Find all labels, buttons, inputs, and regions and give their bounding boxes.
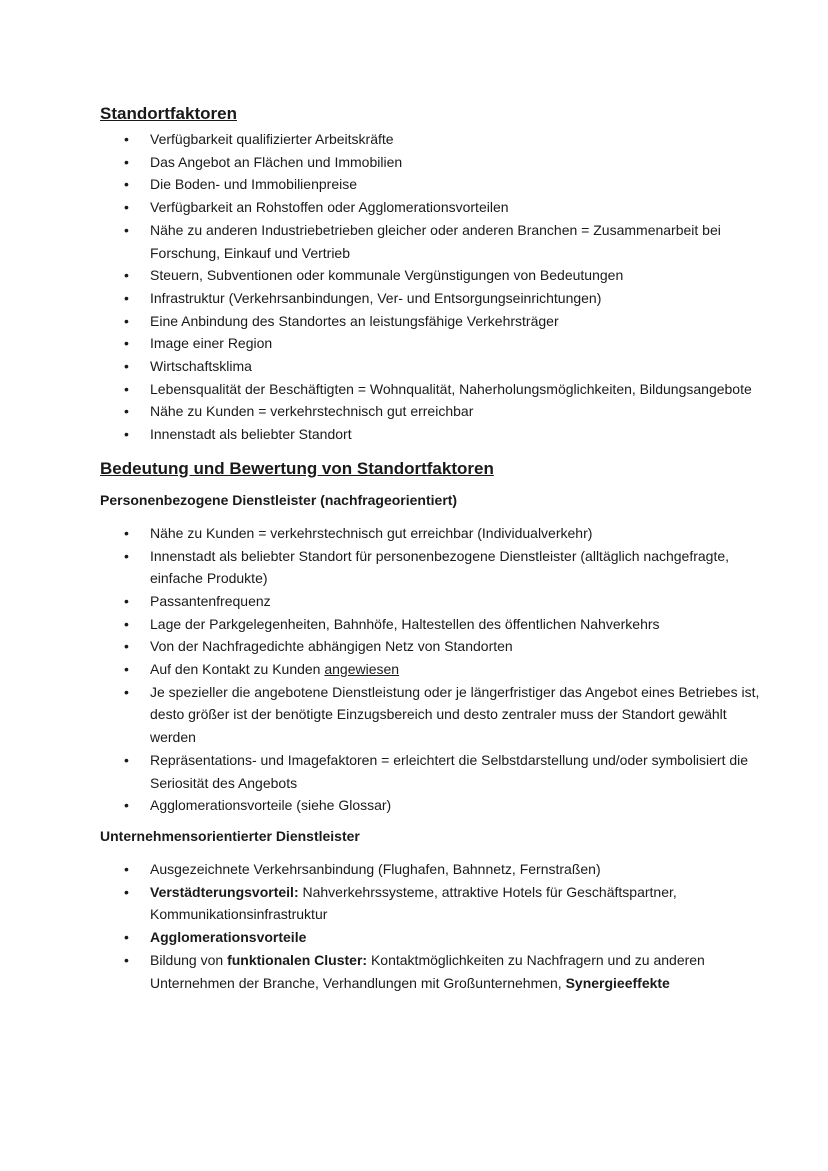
list-item: • Infrastruktur (Verkehrsanbindungen, Ver- und Entsorgungseinrichtungen): [100, 287, 760, 310]
list-standortfaktoren: [100, 128, 760, 446]
list-item: [100, 881, 760, 926]
list-item: • Nähe zu Kunden = verkehrstechnisch gut erreichbar: [100, 400, 760, 423]
bold-term: funktionalen Cluster:: [227, 951, 368, 968]
list-item: • Verfügbarkeit an Rohstoffen oder Agglomerationsvorteilen: [100, 196, 760, 219]
subheading-personenbezogene: Personenbezogene Dienstleister (nachfrageorientiert): [100, 491, 458, 508]
list-item: [100, 949, 760, 994]
bold-term: Agglomerationsvorteile: [150, 929, 307, 946]
list-item-text: Auf den Kontakt zu Kunden: [150, 661, 325, 678]
list-item-text: Nahverkehrssysteme, attraktive Hotels für Geschäftspartner, Kommunikationsinfrastruktur: [150, 883, 677, 923]
list-personenbezogene: [100, 522, 760, 817]
list-item: • Das Angebot an Flächen und Immobilien: [100, 151, 760, 174]
list-item: • Image einer Region: [100, 332, 760, 355]
list-item: • Lage der Parkgelegenheiten, Bahnhöfe, Haltestellen des öffentlichen Nahverkehrs: [100, 613, 760, 636]
list-item: • Eine Anbindung des Standortes an leistungsfähige Verkehrsträger: [100, 310, 760, 333]
list-item: • Innenstadt als beliebter Standort: [100, 423, 760, 446]
list-item: • Von der Nachfragedichte abhängigen Netz von Standorten: [100, 635, 760, 658]
list-item: • Innenstadt als beliebter Standort für personenbezogene Dienstleister (alltäglich nachgefragte, einfache Produkte): [100, 545, 760, 590]
list-item: [100, 658, 760, 681]
list-item: • Ausgezeichnete Verkehrsanbindung (Flughafen, Bahnnetz, Fernstraßen): [100, 858, 760, 881]
underlined-word: angewiesen: [324, 661, 400, 678]
bold-term: Synergieeffekte: [565, 974, 670, 991]
document-page: [100, 102, 760, 994]
subheading-unternehmensorientierter: Unternehmensorientierter Dienstleister: [100, 827, 360, 844]
list-item: • Lebensqualität der Beschäftigten = Wohnqualität, Naherholungsmöglichkeiten, Bildungsangebote: [100, 378, 760, 401]
heading-standortfaktoren: Standortfaktoren: [100, 104, 237, 123]
list-item: • Verfügbarkeit qualifizierter Arbeitskräfte: [100, 128, 760, 151]
list-item-text: Bildung von: [150, 951, 228, 968]
list-unternehmensorientierter: [100, 858, 760, 994]
list-item: • Steuern, Subventionen oder kommunale Vergünstigungen von Bedeutungen: [100, 264, 760, 287]
list-item: • Die Boden- und Immobilienpreise: [100, 173, 760, 196]
list-item: • Nähe zu anderen Industriebetrieben gleicher oder anderen Branchen = Zusammenarbeit bei Forschung, Einkauf und Vertrieb: [100, 219, 760, 264]
list-item: • Agglomerationsvorteile (siehe Glossar): [100, 794, 760, 817]
list-item-text: Kontaktmöglichkeiten zu Nachfragern und zu anderen Unternehmen der Branche, Verhandlungen mit Großunternehmen,: [150, 951, 705, 991]
heading-bedeutung-bewertung: Bedeutung und Bewertung von Standortfaktoren: [100, 458, 494, 478]
list-item: • Wirtschaftsklima: [100, 355, 760, 378]
bold-term: Verstädterungsvorteil:: [150, 883, 299, 900]
list-item: • Je spezieller die angebotene Dienstleistung oder je längerfristiger das Angebot eines Betriebes ist, desto größer ist der benötigte Einzugsbereich und desto zentraler muss der Standort gewählt werden: [100, 681, 760, 749]
list-item: • Nähe zu Kunden = verkehrstechnisch gut erreichbar (Individualverkehr): [100, 522, 760, 545]
list-item: • Passantenfrequenz: [100, 590, 760, 613]
list-item: • Repräsentations- und Imagefaktoren = erleichtert die Selbstdarstellung und/oder symbolisiert die Seriosität des Angebots: [100, 749, 760, 794]
list-item: [100, 926, 760, 949]
